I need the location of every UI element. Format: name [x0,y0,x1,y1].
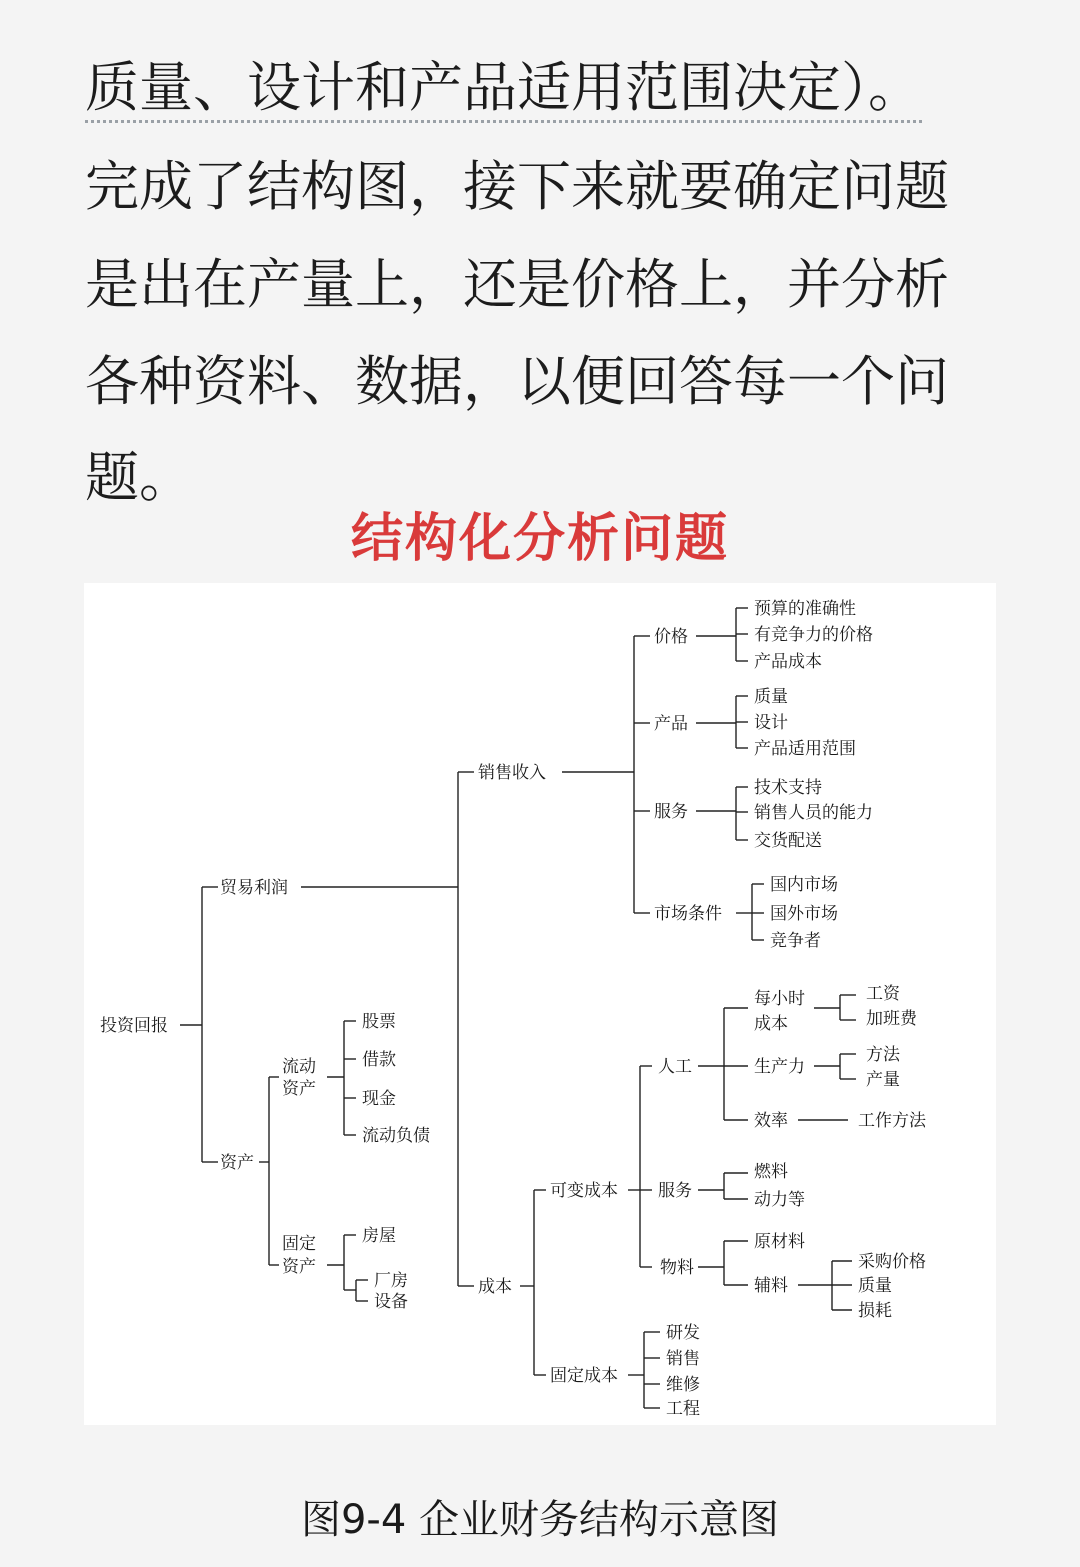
node-product: 产品 [654,714,688,734]
leaf-raw-materials: 原材料 [754,1232,805,1252]
node-sales-revenue: 销售收入 [478,763,546,783]
leaf-productivity-2: 产量 [866,1070,900,1090]
leaf-service-2: 销售人员的能力 [754,803,873,823]
leaf-price-2: 有竞争力的价格 [754,625,873,645]
node-labor: 人工 [658,1057,692,1077]
node-cost: 成本 [478,1277,512,1297]
node-service: 服务 [654,802,688,822]
node-assets: 资产 [220,1153,254,1173]
financial-structure-diagram [84,583,996,1425]
leaf-hourly-cost-1: 工资 [866,984,900,1004]
node-current-assets-1: 流动 [282,1057,316,1077]
node-hourly-cost-2: 成本 [754,1014,788,1034]
leaf-vc-service-1: 燃料 [754,1162,788,1182]
section-title: 结构化分析问题 [350,509,729,569]
leaf-efficiency: 工作方法 [858,1111,926,1131]
paragraph-line-3: 是出在产量上，还是价格上，并分析 [85,253,949,316]
leaf-service-3: 交货配送 [754,831,822,851]
node-vc-service: 服务 [658,1181,692,1201]
paragraph-line-2: 完成了结构图，接下来就要确定问题 [85,155,949,218]
leaf-current-assets-4: 流动负债 [362,1126,430,1146]
node-auxiliary: 辅料 [754,1276,788,1296]
leaf-fixed-assets-2: 厂房 [374,1271,408,1291]
node-productivity: 生产力 [754,1057,805,1077]
node-efficiency: 效率 [754,1111,788,1131]
leaf-hourly-cost-2: 加班费 [866,1009,917,1029]
leaf-auxiliary-1: 采购价格 [858,1252,926,1272]
node-root: 投资回报 [100,1016,168,1036]
leaf-fixed-assets-1: 房屋 [362,1226,396,1246]
paragraph-line-4: 各种资料、数据，以便回答每一个问 [85,350,949,413]
node-price: 价格 [654,627,688,647]
node-fixed-assets-2: 资产 [282,1257,316,1277]
leaf-fixed-cost-1: 研发 [666,1323,700,1343]
leaf-price-3: 产品成本 [754,652,822,672]
node-current-assets-2: 资产 [282,1079,316,1099]
node-fixed-cost: 固定成本 [550,1366,618,1386]
leaf-market-1: 国内市场 [770,875,838,895]
leaf-product-3: 产品适用范围 [754,739,856,759]
leaf-service-1: 技术支持 [754,778,822,798]
paragraph-line-1: 质量、设计和产品适用范围决定）。 [85,58,922,123]
leaf-auxiliary-2: 质量 [858,1276,892,1296]
leaf-fixed-cost-3: 维修 [666,1375,700,1395]
leaf-auxiliary-3: 损耗 [858,1301,892,1321]
leaf-market-3: 竞争者 [770,931,821,951]
leaf-current-assets-3: 现金 [362,1089,396,1109]
leaf-fixed-cost-4: 工程 [666,1399,700,1419]
node-market: 市场条件 [654,904,722,924]
node-materials: 物料 [660,1258,694,1278]
node-fixed-assets-1: 固定 [282,1234,316,1254]
leaf-market-2: 国外市场 [770,904,838,924]
figure-caption: 图9-4 企业财务结构示意图 [300,1497,780,1543]
paragraph-line-5: 题。 [85,446,193,509]
node-hourly-cost-1: 每小时 [754,989,805,1009]
leaf-current-assets-2: 借款 [362,1050,396,1070]
leaf-fixed-cost-2: 销售 [666,1349,700,1369]
leaf-productivity-1: 方法 [866,1045,900,1065]
leaf-vc-service-2: 动力等 [754,1190,805,1210]
node-variable-cost: 可变成本 [550,1181,618,1201]
leaf-product-2: 设计 [754,713,788,733]
leaf-current-assets-1: 股票 [362,1012,396,1032]
leaf-fixed-assets-3: 设备 [374,1292,408,1312]
node-trade-profit: 贸易利润 [220,878,288,898]
leaf-product-1: 质量 [754,687,788,707]
tree-diagram-svg [84,583,996,1425]
leaf-price-1: 预算的准确性 [754,599,856,619]
